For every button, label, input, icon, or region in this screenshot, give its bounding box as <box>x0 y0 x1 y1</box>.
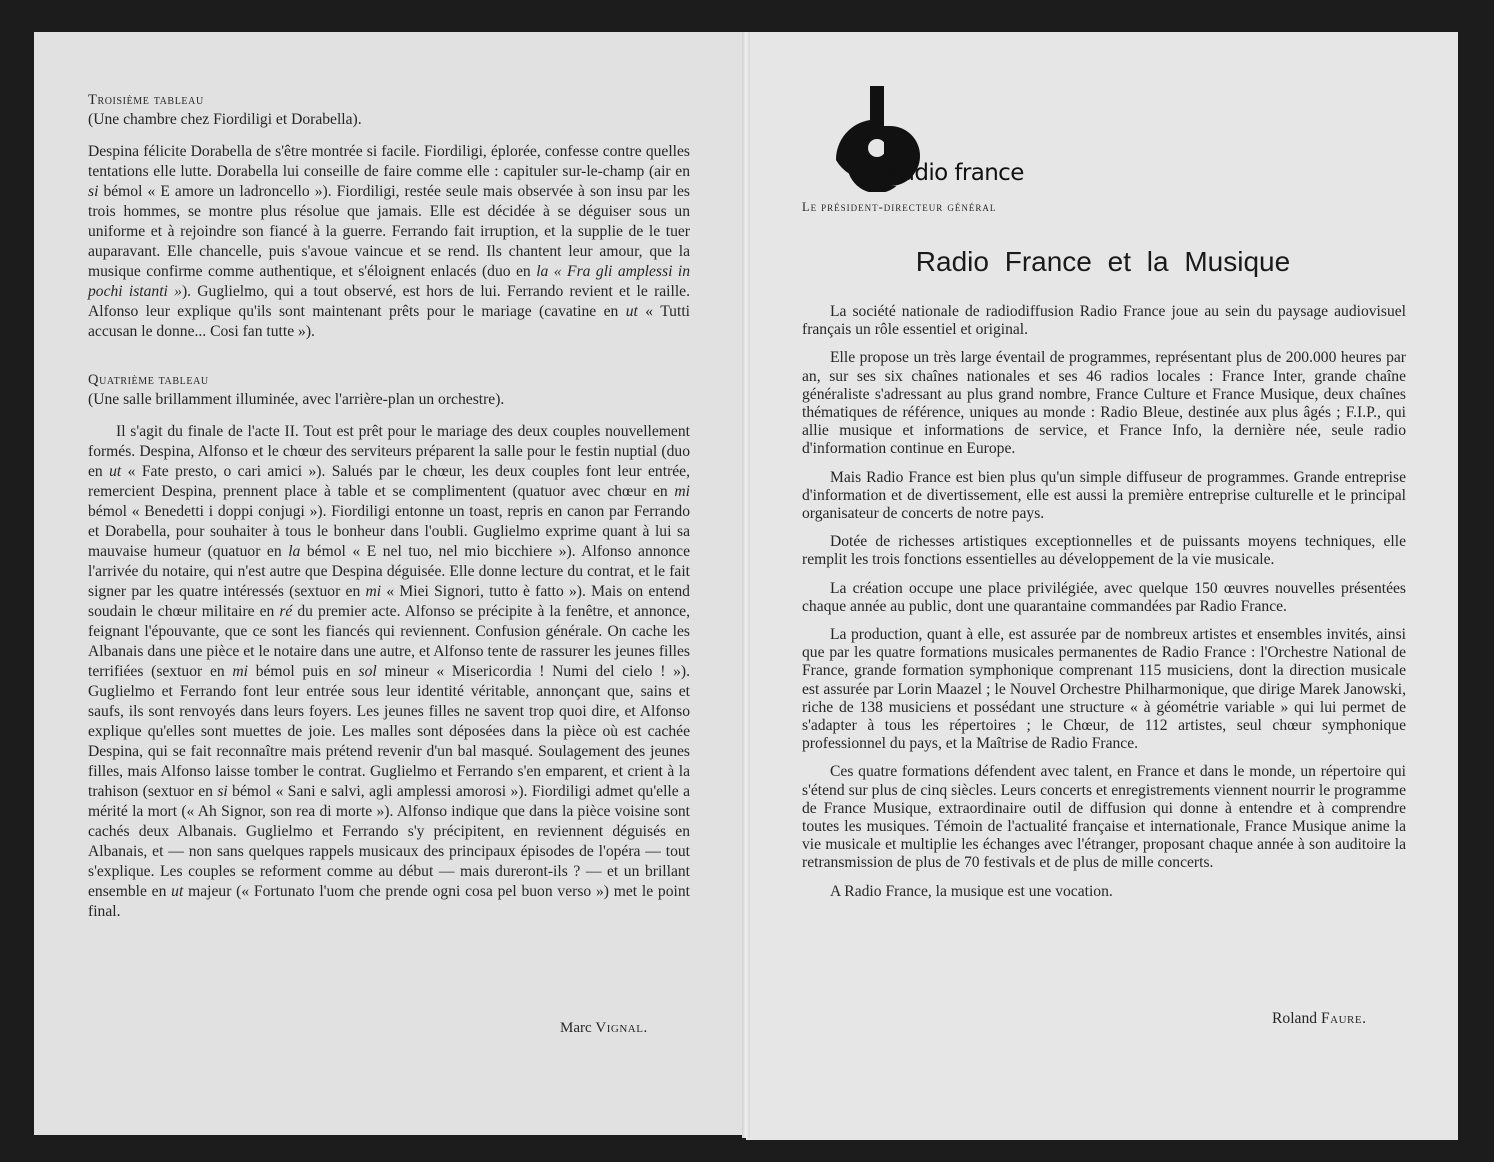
author-first-name: Marc <box>560 1020 592 1036</box>
left-text-column <box>88 90 690 922</box>
italic-text-run: ut <box>625 303 638 320</box>
text-run: mineur « Misericordia ! Numi del cielo ! »). Guglielmo et Ferrando font leur entrée sous leur identité véritable, annonçant que, sains et saufs, ils sont renvoyés dans leurs foyers. Les jeunes filles ne savent trop quoi dire, et Alfonso explique qu'elles sont muettes de joie. Les malles sont déposées dans la pièce où est cachée Despina, qui se fait reconnaître mais prétend revenir d'un bal masqué. Soulagement des jeunes filles, mais Alfonso laisse tomber le contrat. Guglielmo et Ferrando s'en emparent, et crient à la trahison (sextuor en <box>88 663 690 800</box>
text-run: bémol « Benedetti i doppi conjugi »). Fiordiligi entonne un toast, repris en canon par Ferrando et Dorabella, pour souhaiter à tous le bonheur dans l'oubli. Guglielmo exprime quant à lui sa mauvaise humeur (quatuor en <box>88 503 690 560</box>
text-run: « Tutti accusan le donne... Cosi fan tutte »). <box>88 303 690 340</box>
paragraph: La création occupe une place privilégiée, avec quelque 150 œuvres nouvelles présentées chaque année au public, dont une quarantaine commandées par Radio France. <box>802 579 1406 615</box>
italic-text-run: sol <box>358 663 377 680</box>
text-run: bémol puis en <box>247 663 359 680</box>
page-fold <box>742 32 750 1138</box>
page-title: Radio France et la Musique <box>915 246 1291 277</box>
right-text-column <box>802 303 1406 911</box>
section-subtitle-quatrieme: (Une salle brillamment illuminée, avec l'arrière-plan un orchestre). <box>88 391 505 408</box>
paragraph: Elle propose un très large éventail de programmes, représentant plus de 200.000 heures par an, sur ses six chaînes nationales et ses 46 radios locales : France Inter, grande chaîne généraliste s'adressant au plus grand nombre, France Culture et France Musique, deux chaînes thématiques de référence, uniques au monde : Radio Bleue, destinée aux plus âgés ; F.I.P., qui allie musique et informations de service, et France Info, la dernière née, seule radio d'information continue en Europe. <box>802 349 1406 458</box>
italic-text-run: mi <box>232 663 248 680</box>
paragraph: Dotée de richesses artistiques exceptionnelles et de puissants moyens techniques, elle remplit les trois fonctions essentielles au développement de la vie musicale. <box>802 533 1406 569</box>
text-run: Despina félicite Dorabella de s'être montrée si facile. Fiordiligi, éplorée, confesse contre quelles tentations elle lutte. Dorabella lui conseille de faire comme elle : capituler sur-le-champ (air en <box>88 143 690 180</box>
paragraph: A Radio France, la musique est une vocation. <box>830 882 1113 900</box>
italic-text-run: mi <box>674 483 690 500</box>
paragraph-troisieme <box>88 142 690 342</box>
paragraph: Mais Radio France est bien plus qu'un simple diffuseur de programmes. Grande entreprise d'information et de divertissement, elle est aussi la première entreprise culturelle et le principal organisateur de concerts de notre pays. <box>802 468 1406 523</box>
section-subtitle-troisieme: (Une chambre chez Fiordiligi et Dorabella). <box>88 111 362 128</box>
text-run: Il s'agit du finale de l'acte II. Tout est prêt pour le mariage des deux couples nouvellement formés. Despina, Alfonso et le chœur des serviteurs préparent la salle pour le festin nuptial (duo en <box>88 423 690 480</box>
text-run: bémol « E amore un ladroncello »). Fiordiligi, restée seule mais observée à son insu par les trois hommes, se montre plus résolue que jamais. Elle est décidée à se déguiser sous un uniforme et à rejoindre son fiancé à la guerre. Ferrando fait irruption, et la supplie de le tuer auparavant. Elle chancelle, puis s'avoue vaincue et se rend. Ils chantent leur amour, que la musique confirme comme authentique, et s'éloignent enlacés (duo en <box>88 183 690 280</box>
text-run: bémol « E nel tuo, nel mio bicchiere »). Alfonso annonce l'arrivée du notaire, qui n'est autre que Despina déguisée. Elle donne lecture du contrat, et le fait signer par les quatre intéressés (sextuor en <box>88 543 690 600</box>
author-signature-right <box>1272 1010 1366 1028</box>
paragraph: La production, quant à elle, est assurée par de nombreux artistes et ensembles invités, ainsi que par les quatre formations musicales permanentes de Radio France : l'Orchestre National de France, grande formation symphonique comprenant 115 musiciens, dont la direction musicale est assurée par Lorin Maazel ; le Nouvel Orchestre Philharmonique, que dirige Marek Janowski, riche de 138 musiciens et possédant une structure « à géométrie variable » qui lui permet de s'adapter à tous les répertoires ; le Chœur, de 112 artistes, seul chœur symphonique professionnel du pays, et la Maîtrise de Radio France. <box>802 626 1406 753</box>
author-first-name: Roland <box>1272 1010 1318 1027</box>
italic-text-run: la « Fra gli amplessi in pochi istanti » <box>88 263 690 300</box>
paragraph: La société nationale de radiodiffusion Radio France joue au sein du paysage audiovisuel français un rôle essentiel et original. <box>802 303 1406 339</box>
italic-text-run: ré <box>279 603 293 620</box>
text-run: majeur (« Fortunato l'uom che prende ogni cosa pel buon verso ») met le point final. <box>88 883 690 920</box>
text-run: « Miei Signori, tutto è fatto »). Mais on entend soudain le chœur militaire en <box>88 583 690 620</box>
paragraph: Ces quatre formations défendent avec talent, en France et dans le monde, un répertoire qui s'étend sur plus de cinq siècles. Leurs concerts et enregistrements viennent nourrir le programme de France Musique, extraordinaire outil de diffusion qui donne à entendre et à comprendre toutes les musiques. Témoin de l'actualité française et internationale, France Musique anime la vie musicale et multiplie les échanges avec l'étranger, proposant chaque année à son auditoire la retransmission de plus de 70 festivals et de plus de mille concerts. <box>802 763 1406 872</box>
author-signature-left <box>560 1020 648 1037</box>
italic-text-run: la <box>288 543 301 560</box>
text-run: du premier acte. Alfonso se précipite à la fenêtre, et annonce, feignant l'épouvante, que ce sont les fiancés qui reviennent. Confusion générale. On cache les Albanais dans une pièce et le notaire dans une autre, et Alfonso tente de rassurer les jeunes filles terrifiées (sextuor en <box>88 603 690 680</box>
italic-text-run: mi <box>365 583 382 600</box>
radio-france-logo-text: Radio france <box>886 160 1024 186</box>
section-heading-quatrieme: Quatrième tableau <box>88 372 209 388</box>
section-heading-troisieme: Troisième tableau <box>88 92 204 108</box>
text-run: « Fate presto, o cari amici »). Salués par le chœur, les deux couples font leur entrée, remercient Despina, prennent place à table et se complimentent (quatuor avec chœur en <box>88 463 690 500</box>
italic-text-run: si <box>217 783 228 800</box>
text-run: ). Guglielmo, qui a tout observé, est hors de lui. Ferrando revient et le raille. Alfonso leur explique qu'ils sont maintenant prêts pour le mariage (cavatine en <box>88 283 691 320</box>
paragraph-quatrieme <box>88 422 690 922</box>
italic-text-run: ut <box>171 883 184 900</box>
author-last-name: Faure. <box>1320 1010 1367 1027</box>
president-title: Le président-directeur général <box>802 200 997 214</box>
text-run: bémol « Sani e salvi, agli amplessi amorosi »). Fiordiligi admet qu'elle a mérité la mort (« Ah Signor, son rea di morte »). Alfonso indique que dans la pièce voisine sont cachés deux Albanais. Guglielmo et Ferrando s'y précipitent, en reviennent déguisés en Albanais, et — non sans quelques rappels musicaux des principaux épisodes de l'opéra — tout s'explique. Les couples se reforment comme au début — mais dureront-ils ? — et un brillant ensemble en <box>88 783 690 900</box>
italic-text-run: ut <box>109 463 122 480</box>
author-last-name: Vignal. <box>595 1020 648 1036</box>
italic-text-run: si <box>88 183 99 200</box>
